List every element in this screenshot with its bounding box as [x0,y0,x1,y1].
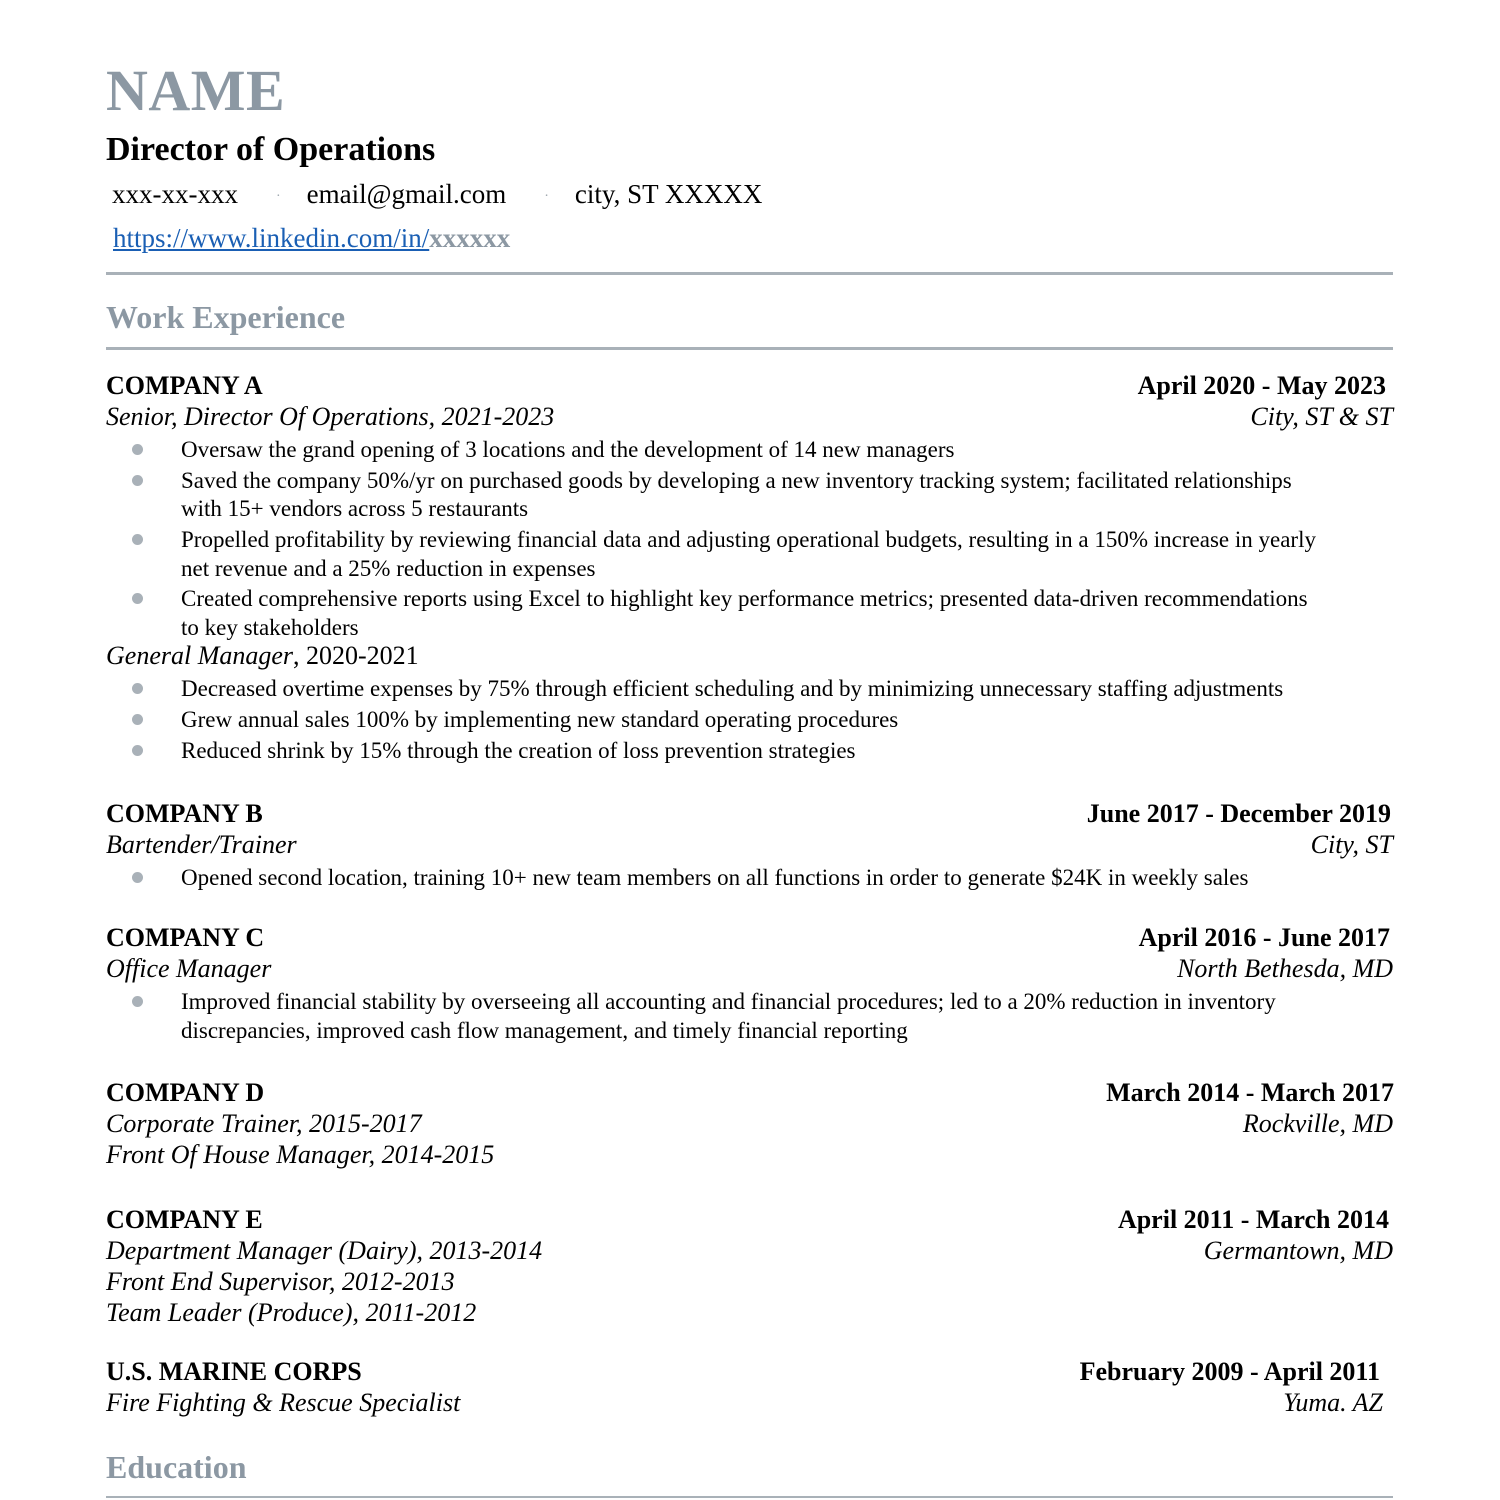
section-title-work-experience: Work Experience [106,299,346,335]
job-role: Fire Fighting & Rescue Specialist [106,1388,461,1417]
job-role-row [106,830,1393,860]
bullet-text: Decreased overtime expenses by 75% through efficient scheduling and by minimizing unnecessary staffing adjustments [181,676,1284,701]
linkedin-line [113,220,510,256]
job-location: Rockville, MD [1242,1109,1393,1138]
job-role: Bartender/Trainer [106,830,297,859]
header-divider [106,272,1393,275]
job-role-row [106,954,1393,984]
company-name: COMPANY C [106,923,265,952]
bullet-text-continued: discrepancies, improved cash flow management, and timely financial reporting [181,1018,908,1043]
job-role-row [106,1236,1393,1266]
bullet-icon [132,475,143,486]
bullet-icon [132,872,143,883]
job-role-row [106,1267,1393,1297]
bullet-icon [132,444,143,455]
job-location: Germantown, MD [1203,1236,1393,1265]
job-role-years: , 2020-2021 [293,641,419,670]
job-role: Office Manager [106,954,272,983]
job-header [106,1357,1393,1387]
candidate-name: NAME [106,58,286,123]
location: city, ST XXXXX [574,179,763,209]
bullet-text: Oversaw the grand opening of 3 locations and the development of 14 new managers [181,437,955,462]
company-name: COMPANY A [106,371,263,400]
job-dates: June 2017 - December 2019 [1086,799,1391,828]
company-name: COMPANY E [106,1205,263,1234]
bullet-icon [132,996,143,1007]
email-address[interactable]: email@gmail.com [306,179,507,209]
bullet-text-continued: net revenue and a 25% reduction in expenses [181,556,596,581]
bullet-icon [132,593,143,604]
job-location: City, ST [1310,830,1393,859]
job-role: Front Of House Manager, 2014-2015 [106,1140,495,1169]
job-role-title: General Manager [106,641,294,670]
job-role: Team Leader (Produce), 2011-2012 [106,1298,477,1327]
candidate-title: Director of Operations [106,131,436,168]
section-divider [106,1496,1393,1498]
bullet-text: Improved financial stability by overseeing all accounting and financial procedures; led to a 20% reduction in inventory [181,989,1276,1014]
job-role: Front End Supervisor, 2012-2013 [106,1267,455,1296]
job-role: Corporate Trainer, 2015-2017 [106,1109,422,1138]
job-role-row [106,402,1393,432]
company-name: COMPANY B [106,799,263,828]
bullet-icon [132,714,143,725]
company-name: U.S. MARINE CORPS [106,1357,362,1386]
phone-number: xxx-xx-xxx [112,179,238,209]
bullet-icon [132,683,143,694]
bullet-text: Propelled profitability by reviewing financial data and adjusting operational budgets, resulting in a 150% increase in yearly [181,527,1316,552]
job-header [106,799,1393,829]
job-dates: April 2016 - June 2017 [1138,923,1390,952]
bullet-icon [132,745,143,756]
job-header [106,1078,1393,1108]
job-dates: April 2020 - May 2023 [1137,371,1386,400]
company-name: COMPANY D [106,1078,265,1107]
bullet-text: Created comprehensive reports using Excel to highlight key performance metrics; presented data-driven recommendations [181,586,1308,611]
job-dates: February 2009 - April 2011 [1079,1357,1380,1386]
section-divider [106,347,1393,350]
separator-dot: · [544,188,549,204]
job-role-row [106,1109,1393,1139]
bullet-text-continued: with 15+ vendors across 5 restaurants [181,496,529,521]
bullet-text: Saved the company 50%/yr on purchased goods by developing a new inventory tracking system; facilitated relationships [181,468,1292,493]
job-header [106,1205,1393,1235]
job-header [106,923,1393,953]
linkedin-handle: xxxxxx [429,223,511,253]
job-dates: April 2011 - March 2014 [1117,1205,1389,1234]
section-title-education: Education [106,1449,247,1485]
bullet-text-continued: to key stakeholders [181,615,359,640]
job-role-row [106,641,1393,671]
job-role: Department Manager (Dairy), 2013-2014 [106,1236,543,1265]
job-role-row [106,1298,1393,1328]
linkedin-link[interactable]: https://www.linkedin.com/in/ [113,223,430,253]
job-role: Senior, Director Of Operations, 2021-2023 [106,402,555,431]
bullet-text: Grew annual sales 100% by implementing new standard operating procedures [181,707,899,732]
bullet-text: Reduced shrink by 15% through the creation of loss prevention strategies [181,738,856,763]
contact-line [112,176,762,215]
job-role-row [106,1388,1393,1418]
job-dates: March 2014 - March 2017 [1106,1078,1394,1107]
job-role-row [106,1140,1393,1170]
job-header [106,371,1393,401]
job-location: City, ST & ST [1250,402,1393,431]
job-role [106,641,419,671]
bullet-text: Opened second location, training 10+ new team members on all functions in order to generate $24K in weekly sales [181,865,1249,890]
job-location: Yuma. AZ [1283,1388,1383,1417]
bullet-icon [132,534,143,545]
separator-dot: · [275,188,281,204]
job-location: North Bethesda, MD [1177,954,1393,983]
